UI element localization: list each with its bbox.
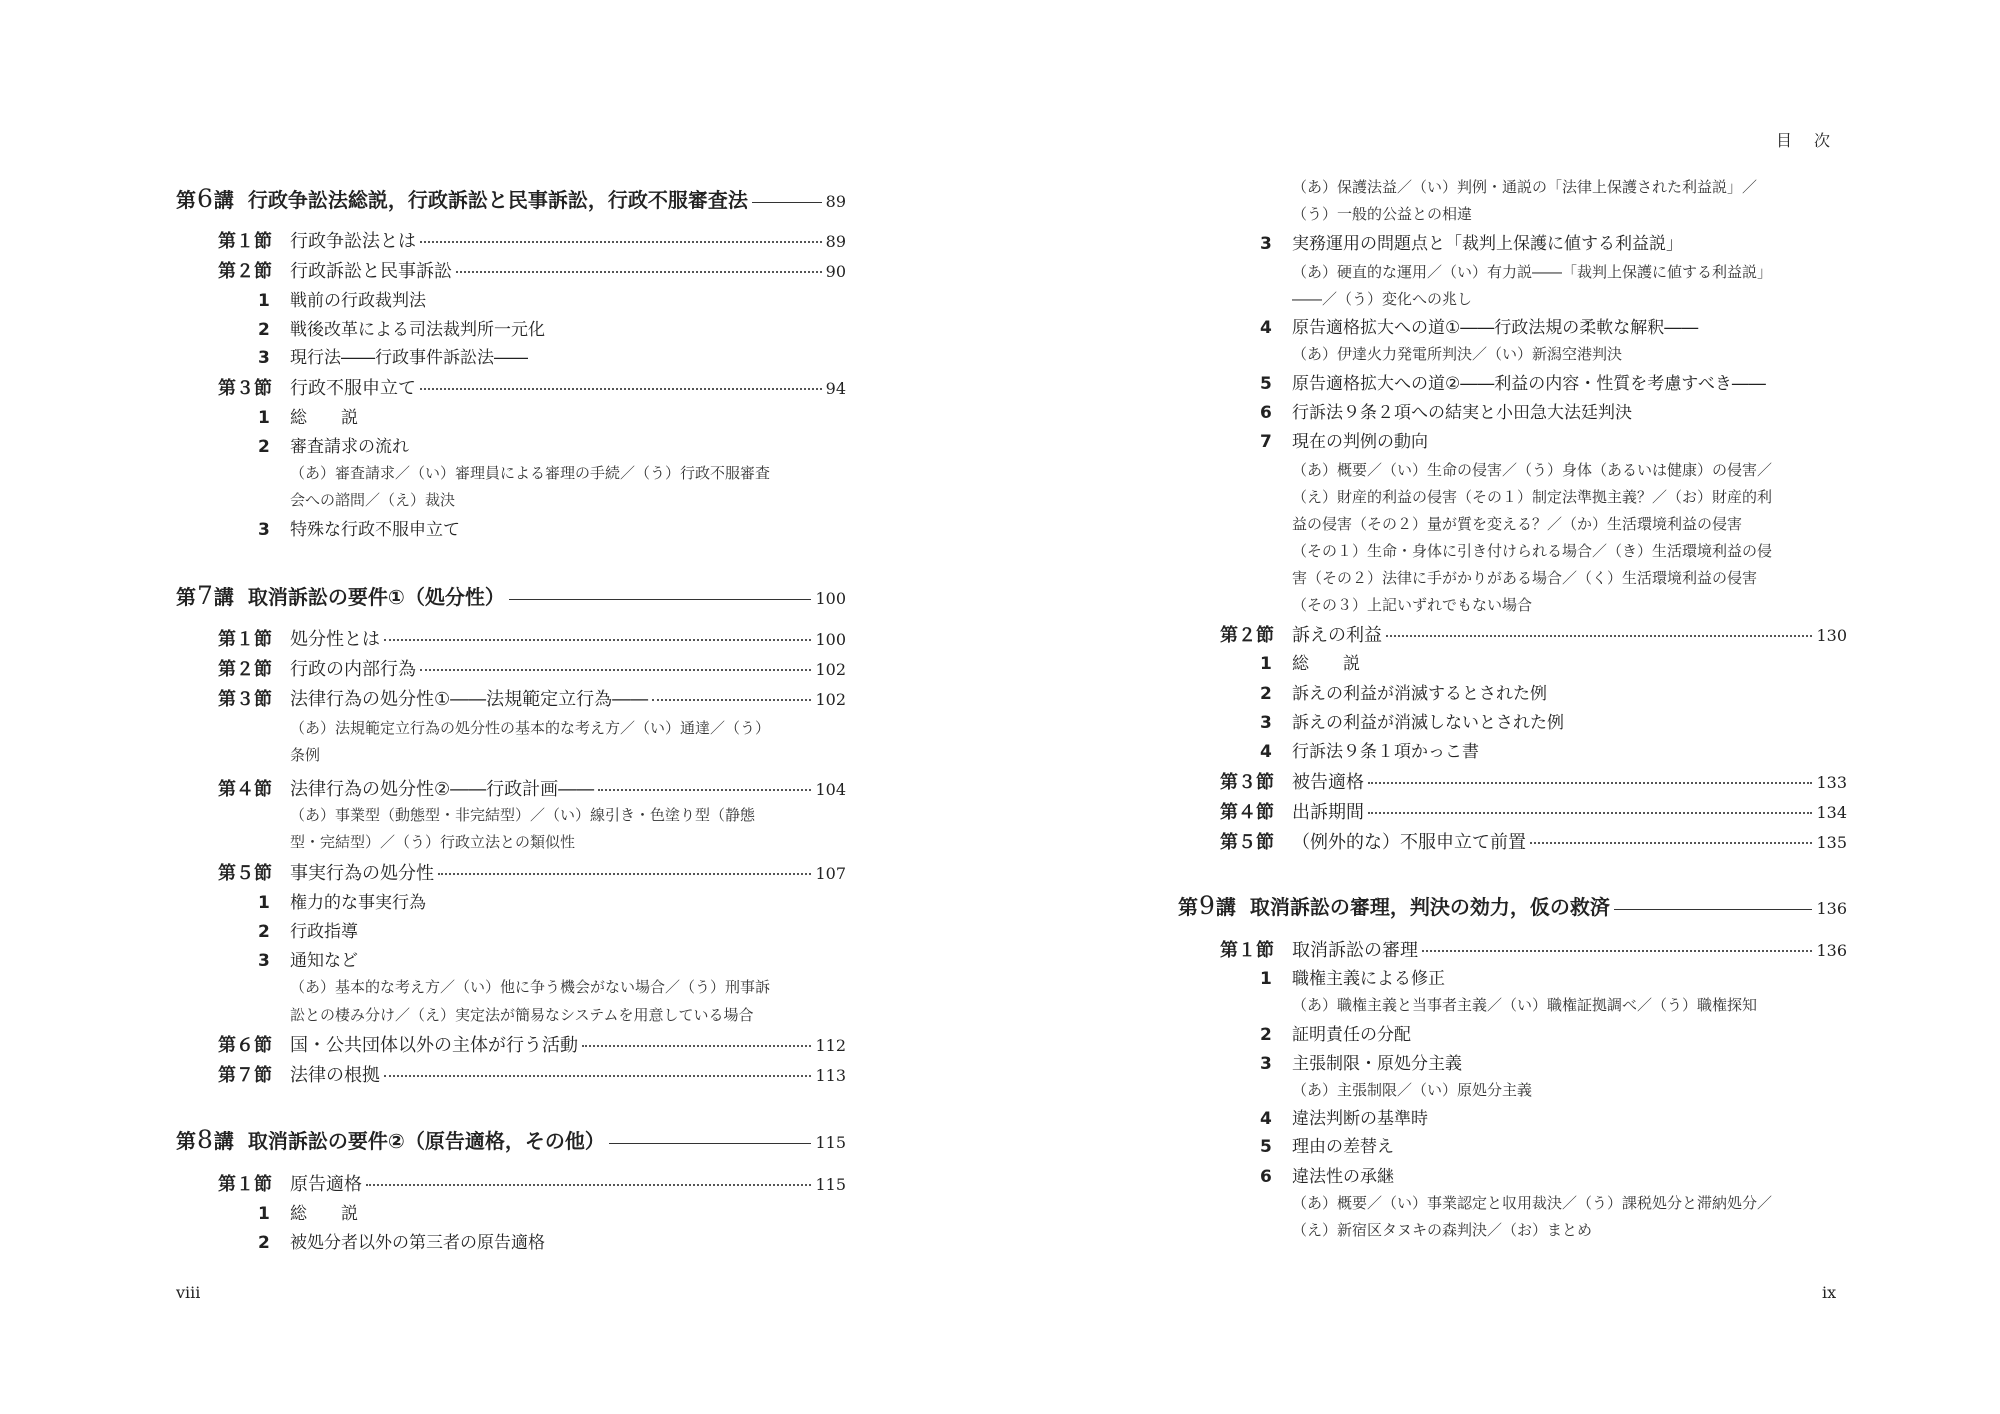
dot-leader [420, 388, 822, 390]
item-title: 主張制限・原処分主義 [1292, 1054, 1462, 1074]
section-title: 出訴期間 [1292, 802, 1364, 823]
dot-leader [1422, 950, 1812, 952]
section-title: 行政不服申立て [290, 378, 416, 399]
toc-section-entry [1220, 804, 1847, 822]
section-label: 第７節 [218, 1065, 272, 1086]
page-number: 100 [815, 630, 846, 649]
toc-subnote: （あ）硬直的な運用／（い）有力説――「裁判上保護に値する利益説」 [1292, 263, 1773, 281]
dot-leader [438, 873, 811, 875]
item-title: 通知など [290, 951, 358, 971]
item-title: 戦後改革による司法裁判所一元化 [290, 320, 545, 340]
section-label: 第１節 [218, 1174, 272, 1195]
toc-subnote: 害（その２）法律に手がかりがある場合／（く）生活環境利益の侵害 [1292, 569, 1758, 587]
item-number: 2 [1260, 684, 1272, 704]
item-number: 4 [1260, 742, 1272, 762]
item-title: 理由の差替え [1292, 1137, 1394, 1157]
dot-leader [582, 1045, 811, 1047]
item-number: 6 [1260, 1167, 1272, 1187]
lecture-number: 9 [1199, 891, 1215, 920]
lecture-label [1178, 893, 1236, 918]
item-number: 2 [258, 922, 270, 942]
item-title: 権力的な事実行為 [290, 893, 426, 913]
section-title: 被告適格 [1292, 772, 1364, 793]
page-number: 115 [815, 1133, 846, 1152]
toc-section-entry [218, 233, 846, 251]
section-label: 第３節 [218, 689, 272, 710]
section-title: 国・公共団体以外の主体が行う活動 [290, 1035, 578, 1056]
item-number: 4 [1260, 1109, 1272, 1129]
item-number: 3 [1260, 234, 1272, 254]
item-number: 3 [1260, 1054, 1272, 1074]
lecture-label-suffix: 講 [1215, 895, 1236, 919]
toc-section-entry [218, 691, 846, 709]
item-title: 行政指導 [290, 922, 358, 942]
dot-leader [1386, 635, 1812, 637]
toc-subnote: （う）一般的公益との相違 [1292, 205, 1473, 223]
lecture-number: 7 [197, 581, 213, 610]
page-number: 113 [815, 1066, 846, 1085]
toc-subnote: 訟との棲み分け／（え）実定法が簡易なシステムを用意している場合 [290, 1006, 754, 1024]
item-title: 職権主義による修正 [1292, 969, 1445, 989]
lecture-label-prefix: 第 [1178, 895, 1198, 919]
page-number: 102 [815, 660, 846, 679]
toc-section-entry [1220, 942, 1847, 960]
leader-rule [1614, 909, 1813, 910]
page-number: 102 [815, 690, 846, 709]
leader-rule [752, 202, 822, 203]
toc-section-entry [218, 781, 846, 799]
toc-subnote: （あ）主張制限／（い）原処分主義 [1292, 1081, 1533, 1099]
toc-subnote: （あ）事業型（動態型・非完結型）／（い）線引き・色塗り型（静態 [290, 806, 756, 824]
section-title: 原告適格 [290, 1174, 362, 1195]
toc-section-entry [218, 1067, 846, 1085]
item-number: 3 [258, 520, 270, 540]
item-number: 1 [1260, 969, 1272, 989]
dot-leader [420, 669, 811, 671]
toc-subnote: （あ）審査請求／（い）審理員による審理の手続／（う）行政不服審査 [290, 464, 771, 482]
toc-subnote: （あ）概要／（い）事業認定と収用裁決／（う）課税処分と滞納処分／ [1292, 1194, 1773, 1212]
dot-leader [1368, 812, 1812, 814]
page-number: 89 [825, 192, 846, 211]
item-title: 特殊な行政不服申立て [290, 520, 460, 540]
toc-subnote: （あ）概要／（い）生命の侵害／（う）身体（あるいは健康）の侵害／ [1292, 461, 1773, 479]
section-label: 第４節 [218, 779, 272, 800]
toc-subnote: （え）新宿区タヌキの森判決／（お）まとめ [1292, 1221, 1593, 1239]
item-number: 1 [258, 291, 270, 311]
section-title: 法律の根拠 [290, 1065, 380, 1086]
item-number: 2 [1260, 1025, 1272, 1045]
page-number: 104 [815, 780, 846, 799]
lecture-label-suffix: 講 [213, 585, 234, 609]
item-number: 1 [258, 893, 270, 913]
toc-subnote: （あ）基本的な考え方／（い）他に争う機会がない場合／（う）刑事訴 [290, 978, 771, 996]
toc-subnote: （その１）生命・身体に引き付けられる場合／（き）生活環境利益の侵 [1292, 542, 1773, 560]
dot-leader [384, 1075, 811, 1077]
section-label: 第３節 [218, 378, 272, 399]
lecture-title: 取消訴訟の審理，判決の効力，仮の救済 [1249, 895, 1610, 919]
item-title: 被処分者以外の第三者の原告適格 [290, 1233, 545, 1253]
toc-section-entry [1220, 627, 1847, 645]
dot-leader [652, 699, 811, 701]
lecture-label [176, 1127, 234, 1152]
lecture-title: 取消訴訟の要件①（処分性） [247, 585, 505, 609]
page-number: 136 [1816, 941, 1847, 960]
lecture-title: 取消訴訟の要件②（原告適格，その他） [247, 1129, 605, 1153]
section-title: 事実行為の処分性 [290, 863, 434, 884]
item-title: 審査請求の流れ [290, 437, 409, 457]
toc-subnote: （あ）保護法益／（い）判例・通説の「法律上保護された利益説」／ [1292, 178, 1758, 196]
dot-leader [1530, 842, 1812, 844]
item-number: 5 [1260, 1137, 1272, 1157]
section-label: 第３節 [1220, 772, 1274, 793]
page-folio-right: ix [1822, 1283, 1837, 1302]
section-title: 処分性とは [290, 629, 380, 650]
page-number: 94 [825, 379, 846, 398]
item-title: 行訴法９条２項への結実と小田急大法廷判決 [1292, 403, 1632, 423]
item-number: 1 [258, 1204, 270, 1224]
item-title: 総 説 [290, 1204, 358, 1224]
item-title: 総 説 [290, 408, 358, 428]
item-number: 1 [1260, 654, 1272, 674]
item-number: 5 [1260, 374, 1272, 394]
toc-lecture-entry [176, 583, 846, 608]
toc-subnote: 条例 [290, 746, 321, 764]
section-label: 第２節 [218, 261, 272, 282]
toc-subnote: ――／（う）変化への兆し [1292, 290, 1473, 308]
lecture-label-suffix: 講 [213, 188, 234, 212]
toc-section-entry [218, 1037, 846, 1055]
item-title: 現在の判例の動向 [1292, 432, 1428, 452]
page-number: 136 [1816, 899, 1847, 918]
dot-leader [598, 789, 811, 791]
section-title: （例外的な）不服申立て前置 [1292, 832, 1526, 853]
toc-lecture-entry [1178, 893, 1847, 918]
lecture-title: 行政争訟法総説，行政訴訟と民事訴訟，行政不服審査法 [247, 188, 748, 212]
section-title: 行政の内部行為 [290, 659, 416, 680]
running-header: 目次 [1776, 131, 1853, 150]
item-title: 総 説 [1292, 654, 1360, 674]
toc-subnote: （その３）上記いずれでもない場合 [1292, 596, 1533, 614]
section-label: 第５節 [1220, 832, 1274, 853]
item-title: 違法性の承継 [1292, 1167, 1394, 1187]
toc-subnote: 会への諮問／（え）裁決 [290, 491, 456, 509]
section-label: 第２節 [218, 659, 272, 680]
item-title: 違法判断の基準時 [1292, 1109, 1428, 1129]
toc-section-entry [218, 1176, 846, 1194]
lecture-label-suffix: 講 [213, 1129, 234, 1153]
item-number: 6 [1260, 403, 1272, 423]
lecture-label-prefix: 第 [176, 1129, 196, 1153]
item-title: 行訴法９条１項かっこ書 [1292, 742, 1479, 762]
section-label: 第１節 [218, 629, 272, 650]
toc-section-entry [218, 661, 846, 679]
lecture-number: 8 [197, 1125, 213, 1154]
item-title: 現行法――行政事件訴訟法―― [290, 348, 528, 368]
item-number: 3 [258, 951, 270, 971]
page-number: 112 [815, 1036, 846, 1055]
toc-subnote: （あ）職権主義と当事者主義／（い）職権証拠調べ／（う）職権探知 [1292, 996, 1758, 1014]
section-title: 法律行為の処分性②――行政計画―― [290, 779, 595, 800]
right-page [1000, 0, 2000, 1414]
section-title: 取消訴訟の審理 [1292, 940, 1418, 961]
item-number: 2 [258, 437, 270, 457]
toc-section-entry [218, 631, 846, 649]
section-label: 第４節 [1220, 802, 1274, 823]
item-title: 原告適格拡大への道①――行政法規の柔軟な解釈―― [1292, 318, 1699, 338]
dot-leader [366, 1184, 811, 1186]
dot-leader [456, 271, 822, 273]
section-title: 行政訴訟と民事訴訟 [290, 261, 452, 282]
section-label: 第６節 [218, 1035, 272, 1056]
toc-subnote: 益の侵害（その２）量が質を変える？／（か）生活環境利益の侵害 [1292, 515, 1743, 533]
dot-leader [420, 241, 822, 243]
item-title: 証明責任の分配 [1292, 1025, 1411, 1045]
page-number: 115 [815, 1175, 846, 1194]
item-number: 4 [1260, 318, 1272, 338]
section-title: 法律行為の処分性①――法規範定立行為―― [290, 689, 649, 710]
toc-lecture-entry [176, 186, 846, 211]
item-title: 訴えの利益が消滅しないとされた例 [1292, 713, 1564, 733]
page-number: 134 [1816, 803, 1847, 822]
page-number: 130 [1816, 626, 1847, 645]
item-number: 2 [258, 320, 270, 340]
page-number: 100 [815, 589, 846, 608]
toc-subnote: 型・完結型）／（う）行政立法との類似性 [290, 833, 576, 851]
page-number: 90 [825, 262, 846, 281]
lecture-label-prefix: 第 [176, 585, 196, 609]
dot-leader [1368, 782, 1812, 784]
section-title: 行政争訟法とは [290, 231, 416, 252]
toc-section-entry [218, 263, 846, 281]
page-number: 133 [1816, 773, 1847, 792]
item-number: 1 [258, 408, 270, 428]
leader-rule [509, 599, 812, 600]
item-title: 戦前の行政裁判法 [290, 291, 426, 311]
toc-section-entry [218, 865, 846, 883]
section-label: 第５節 [218, 863, 272, 884]
toc-lecture-entry [176, 1127, 846, 1152]
toc-section-entry [1220, 834, 1847, 852]
section-title: 訴えの利益 [1292, 625, 1382, 646]
toc-subnote: （え）財産的利益の侵害（その１）制定法準拠主義？／（お）財産的利 [1292, 488, 1773, 506]
item-title: 原告適格拡大への道②――利益の内容・性質を考慮すべき―― [1292, 374, 1766, 394]
item-title: 訴えの利益が消滅するとされた例 [1292, 684, 1547, 704]
item-number: 2 [258, 1233, 270, 1253]
section-label: 第２節 [1220, 625, 1274, 646]
toc-section-entry [1220, 774, 1847, 792]
toc-subnote: （あ）法規範定立行為の処分性の基本的な考え方／（い）通達／（う） [290, 719, 771, 737]
item-number: 3 [258, 348, 270, 368]
lecture-label [176, 186, 234, 211]
page-folio-left: viii [176, 1283, 201, 1302]
item-title: 実務運用の問題点と「裁判上保護に値する利益説」 [1292, 234, 1683, 254]
dot-leader [384, 639, 811, 641]
page-number: 107 [815, 864, 846, 883]
lecture-label-prefix: 第 [176, 188, 196, 212]
page-number: 135 [1816, 833, 1847, 852]
toc-section-entry [218, 380, 846, 398]
toc-subnote: （あ）伊達火力発電所判決／（い）新潟空港判決 [1292, 345, 1623, 363]
lecture-number: 6 [197, 184, 213, 213]
section-label: 第１節 [218, 231, 272, 252]
section-label: 第１節 [1220, 940, 1274, 961]
lecture-label [176, 583, 234, 608]
page-number: 89 [825, 232, 846, 251]
leader-rule [609, 1143, 812, 1144]
item-number: 7 [1260, 432, 1272, 452]
item-number: 3 [1260, 713, 1272, 733]
